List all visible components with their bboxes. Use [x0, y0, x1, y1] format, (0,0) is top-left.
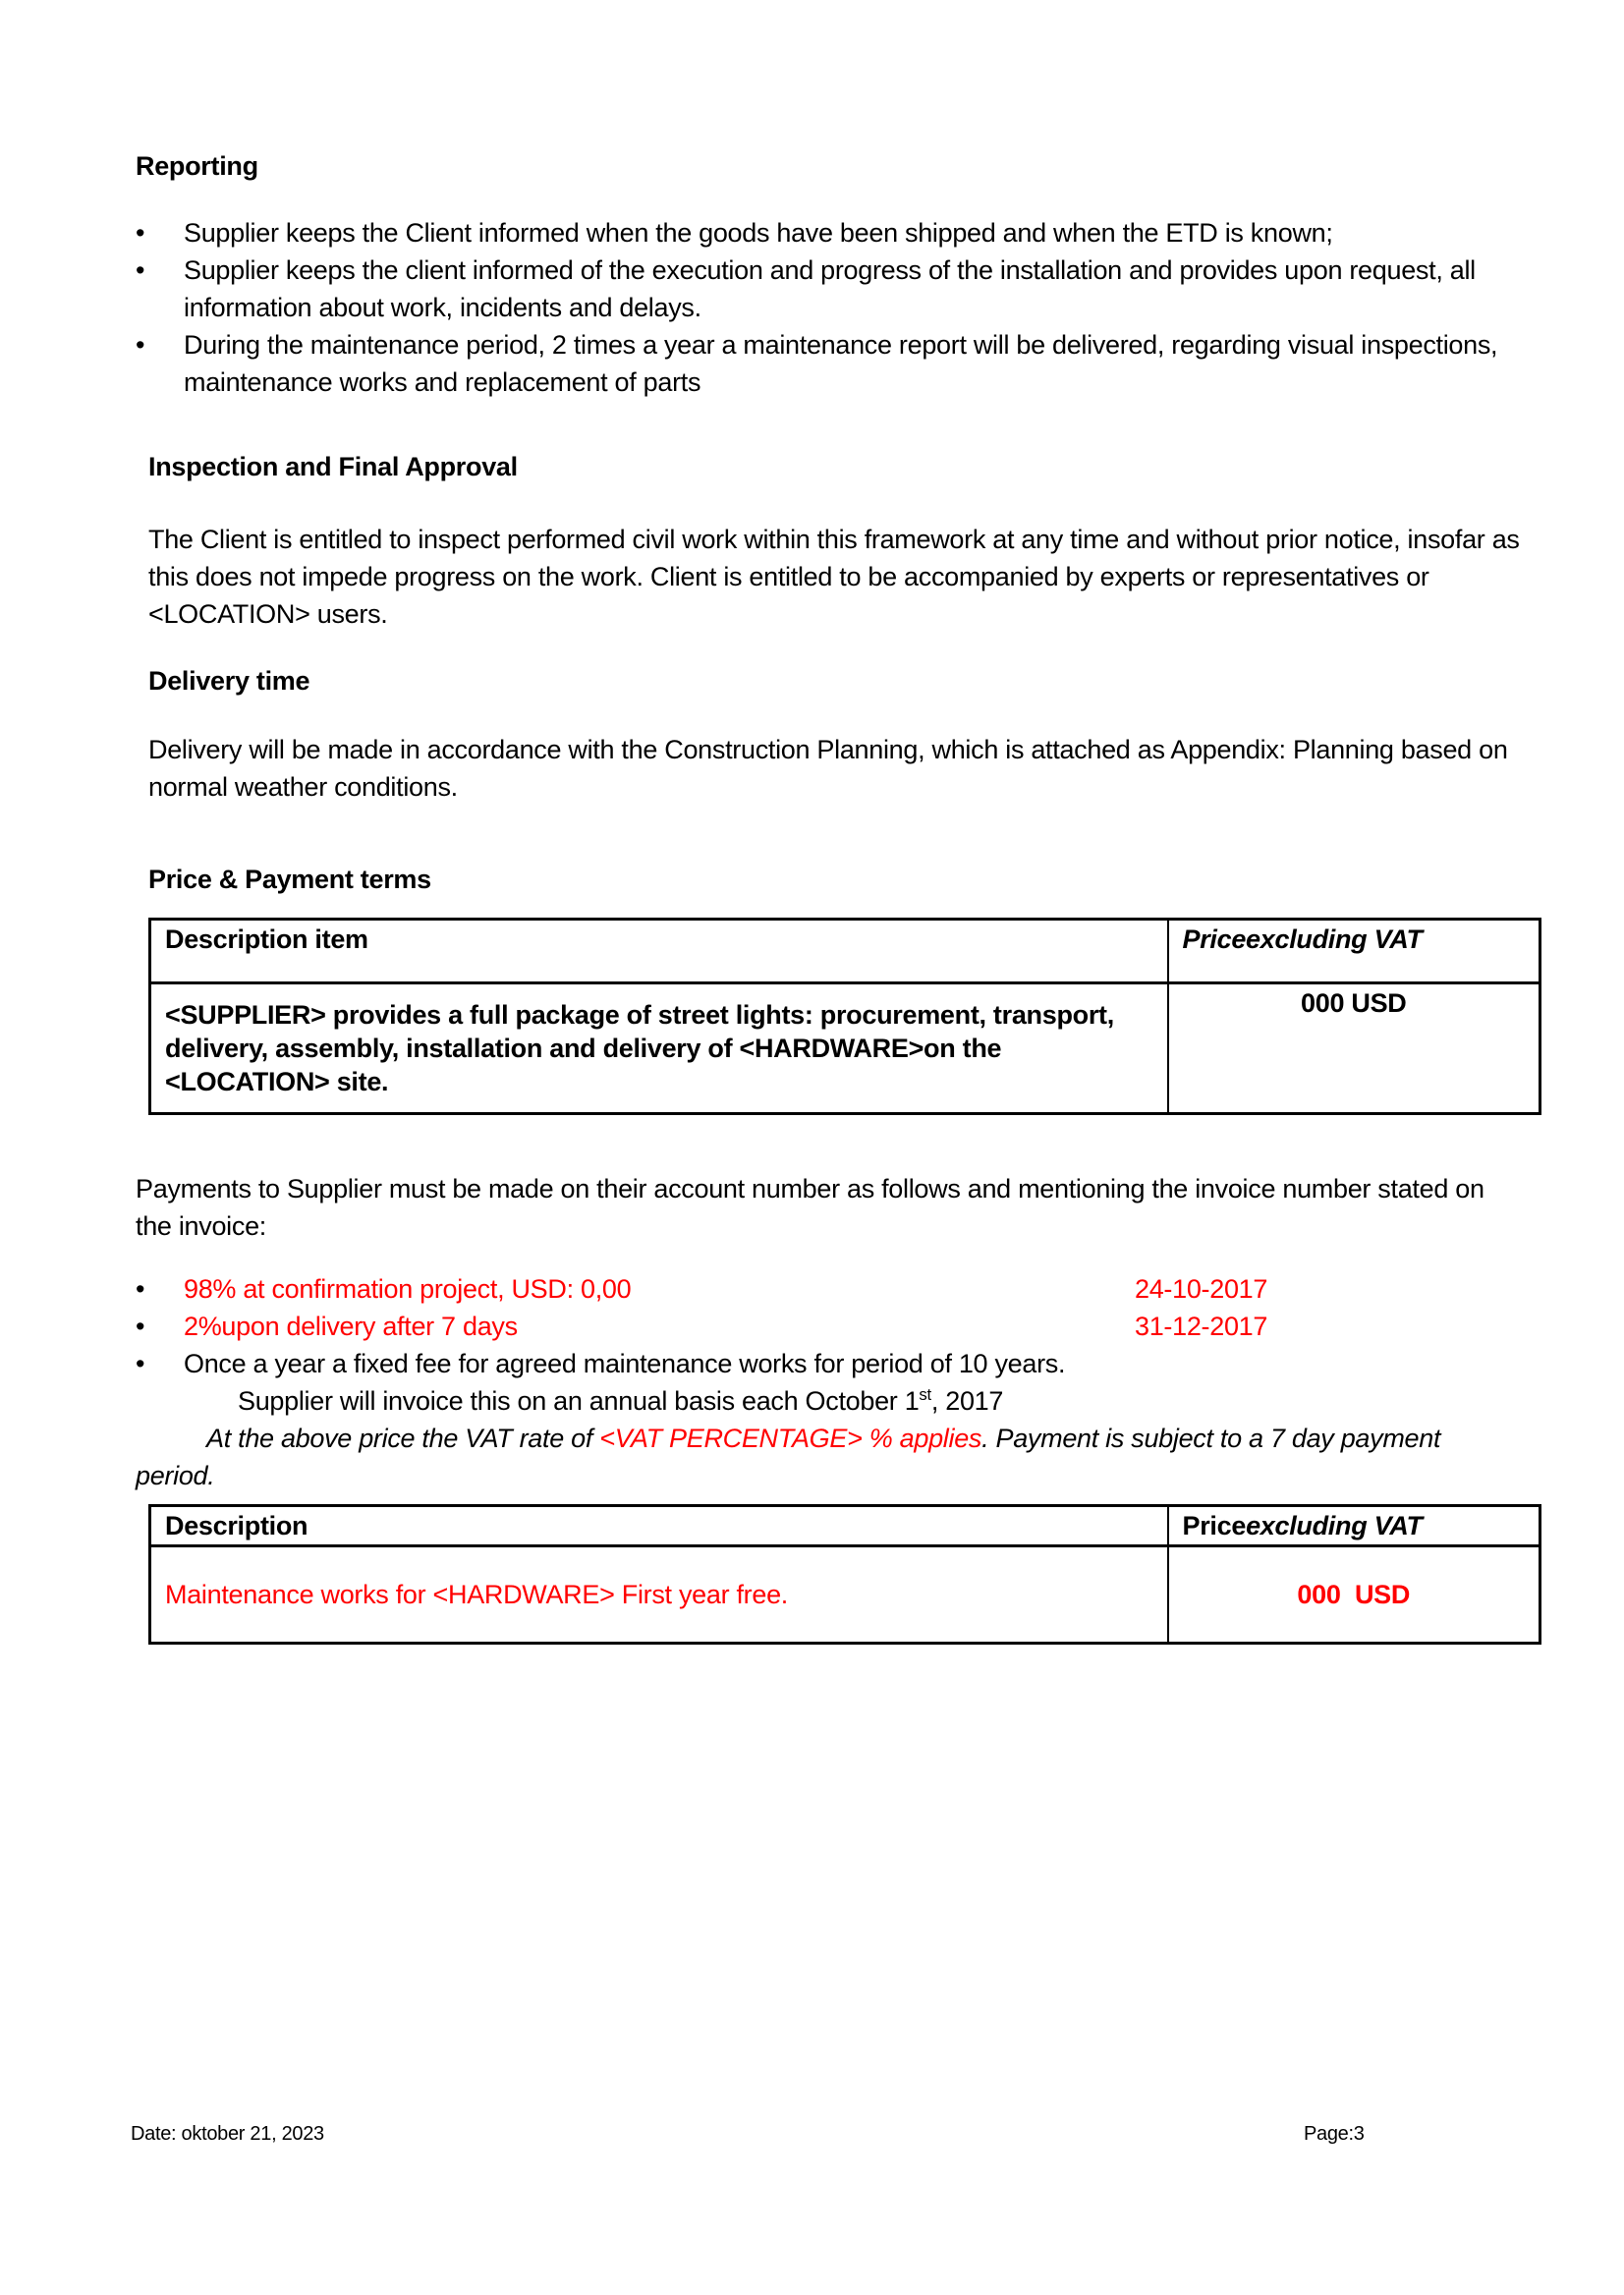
bullet-text: Supplier keeps the client informed of the execution and progress of the installation and provides upon request, all information about work, incidents and delays. — [184, 255, 1476, 322]
payment-term-line2: Supplier will invoice this on an annual basis each October 1st, 2017 — [238, 1385, 1004, 1416]
payment-terms-list — [136, 1270, 1542, 1420]
maintenance-table-cell-description: Maintenance works for <HARDWARE> First year free. — [150, 1546, 1168, 1644]
price-table-header-description: Description item — [150, 920, 1168, 983]
payment-term-date: 31-12-2017 — [1135, 1312, 1268, 1341]
inspection-paragraph: The Client is entitled to inspect performed civil work within this framework at any time and without prior notice, insofar as this does not impede progress on the work. Client is entitled to be accompanied by experts or representatives or <LOCATION> users. — [148, 525, 1520, 629]
vat-note-tail: period. — [136, 1461, 215, 1490]
maintenance-table-section — [148, 1504, 1542, 1645]
price-payment-heading: Price & Payment terms — [148, 865, 431, 894]
maintenance-table-header-description: Description — [150, 1506, 1168, 1546]
list-item — [136, 1308, 1542, 1345]
table-row — [150, 1546, 1540, 1644]
delivery-heading: Delivery time — [148, 666, 310, 696]
bullet-icon: • — [136, 255, 145, 285]
bullet-icon: • — [136, 1274, 145, 1304]
maintenance-table — [148, 1504, 1541, 1645]
payments-intro-paragraph: Payments to Supplier must be made on their account number as follows and mentioning the invoice number stated on the invoice: — [136, 1174, 1484, 1241]
maintenance-table-header-price: Priceexcluding VAT — [1168, 1506, 1540, 1546]
list-item — [136, 214, 1542, 252]
delivery-paragraph: Delivery will be made in accordance with the Construction Planning, which is attached as Appendix: Planning based on normal weather conditions. — [148, 735, 1508, 802]
vat-note-line: At the above price the VAT rate of <VAT PERCENTAGE> % applies. Payment is subject to a 7 day payment — [206, 1424, 1441, 1453]
list-item — [136, 1345, 1542, 1420]
payment-term-text — [184, 1345, 1532, 1420]
vat-percentage-highlight: <VAT PERCENTAGE> % applies — [599, 1424, 982, 1453]
table-row — [150, 983, 1540, 1114]
payment-term-text: 2%upon delivery after 7 days — [184, 1312, 518, 1341]
reporting-bullet-list — [136, 214, 1542, 401]
payment-term-text: 98% at confirmation project, USD: 0,00 — [184, 1274, 632, 1304]
bullet-text: During the maintenance period, 2 times a year a maintenance report will be delivered, regarding visual inspections, maintenance works and replacement of parts — [184, 330, 1498, 397]
reporting-heading: Reporting — [136, 151, 258, 181]
price-table-cell-description: <SUPPLIER> provides a full package of street lights: procurement, transport, delivery, assembly, installation and delivery of <HARDWARE>on the <LOCATION> site. — [150, 983, 1168, 1114]
footer-date: Date: oktober 21, 2023 — [131, 2123, 324, 2145]
price-table — [148, 918, 1541, 1115]
list-item — [136, 326, 1542, 401]
inspection-section — [148, 448, 1542, 633]
page-content — [136, 147, 1542, 1645]
payment-term-line1: Once a year a fixed fee for agreed maintenance works for period of 10 years. — [184, 1349, 1066, 1378]
bullet-icon: • — [136, 218, 145, 248]
inspection-heading: Inspection and Final Approval — [148, 452, 518, 481]
price-payment-section — [148, 861, 1542, 1115]
list-item — [136, 1270, 1542, 1308]
superscript-ordinal: st — [919, 1385, 931, 1404]
list-item — [136, 252, 1542, 326]
bullet-icon: • — [136, 330, 145, 360]
bullet-icon: • — [136, 1349, 145, 1378]
footer-page-number: Page:3 — [1304, 2123, 1365, 2145]
delivery-section — [148, 662, 1542, 806]
bullet-text: Supplier keeps the Client informed when the goods have been shipped and when the ETD is known; — [184, 218, 1333, 248]
price-table-cell-price: 000 USD — [1168, 983, 1540, 1114]
maintenance-table-header-row — [150, 1506, 1540, 1546]
price-table-header-price: Priceexcluding VAT — [1168, 920, 1540, 983]
maintenance-table-cell-price: 000 USD — [1168, 1546, 1540, 1644]
vat-note-paragraph — [136, 1420, 1511, 1494]
bullet-icon: • — [136, 1312, 145, 1341]
price-table-header-row — [150, 920, 1540, 983]
payment-term-date: 24-10-2017 — [1135, 1274, 1268, 1304]
